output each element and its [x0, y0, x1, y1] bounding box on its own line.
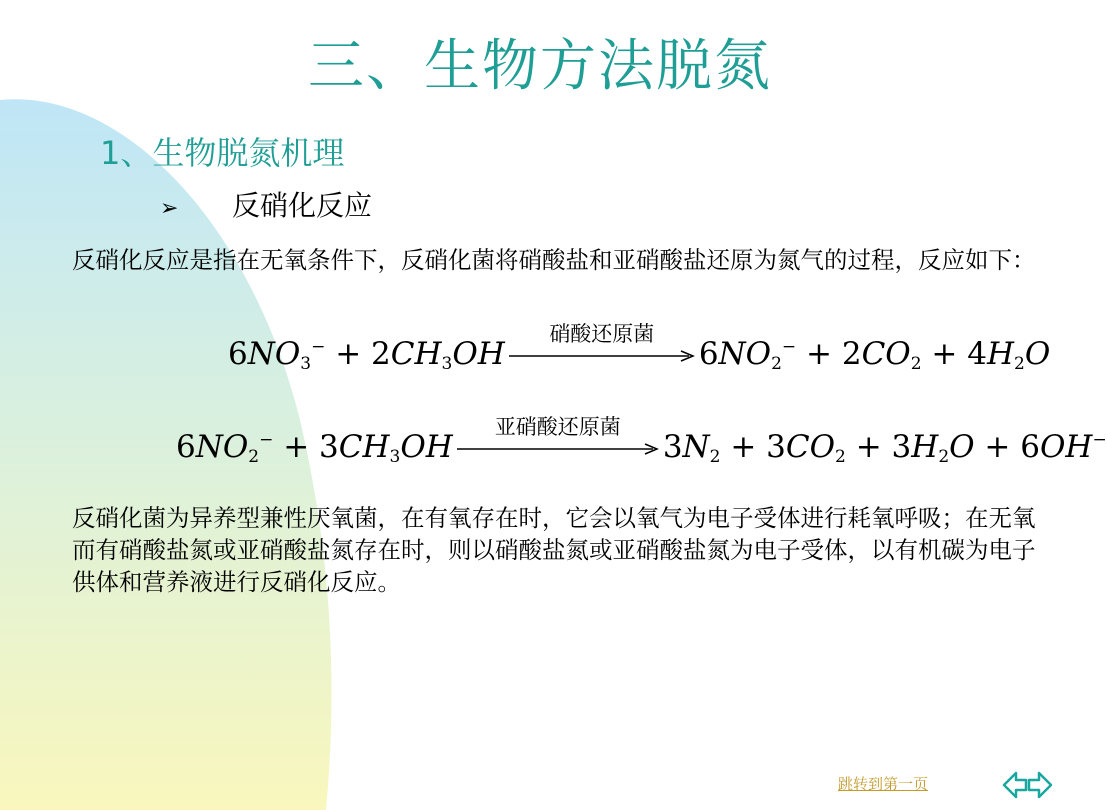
bullet-text: 反硝化反应 — [232, 189, 373, 222]
arrow-bullet-icon: ➢ — [160, 196, 179, 221]
first-page-link[interactable]: 跳转到第一页 — [838, 775, 929, 793]
section-heading: 1、生物脱氮机理 — [100, 134, 345, 172]
equation-nitrate-reduction: $6NO_3^- + 2CH_3OH$ 硝酸还原菌 $6NO_2^- + 2CO_2 + 4H_2O$ — [228, 327, 1050, 384]
explanation-paragraph: 反硝化菌为异养型兼性厌氧菌，在有氧存在时，它会以氧气为电子受体进行耗氧呼吸；在无氧而有硝酸盐氮或亚硝酸盐氮存在时，则以硝酸盐氮或亚硝酸盐氮为电子受体，以有机碳为电子供体和营养液进行反硝化反应。 — [72, 504, 1036, 596]
intro-paragraph: 反硝化反应是指在无氧条件下，反硝化菌将硝酸盐和亚硝酸盐还原为氮气的过程，反应如下： — [72, 246, 1036, 274]
equation-nitrite-reduction: $6NO_2^- + 3CH_3OH$ 亚硝酸还原菌 $3N_2 + 3CO_2 + 3H_2O + 6OH^-$ — [176, 420, 1107, 477]
bullet-item — [160, 184, 372, 224]
arrow-left-icon[interactable] — [1002, 770, 1028, 800]
reaction-arrow-2 — [457, 414, 659, 455]
reaction-arrow-1 — [509, 321, 695, 362]
arrow-right-icon[interactable] — [1027, 770, 1053, 800]
arrow-label-1: 硝酸还原菌 — [549, 321, 655, 346]
arrow-label-2: 亚硝酸还原菌 — [494, 414, 621, 439]
slide-title: 三、生物方法脱氮 — [308, 34, 772, 99]
